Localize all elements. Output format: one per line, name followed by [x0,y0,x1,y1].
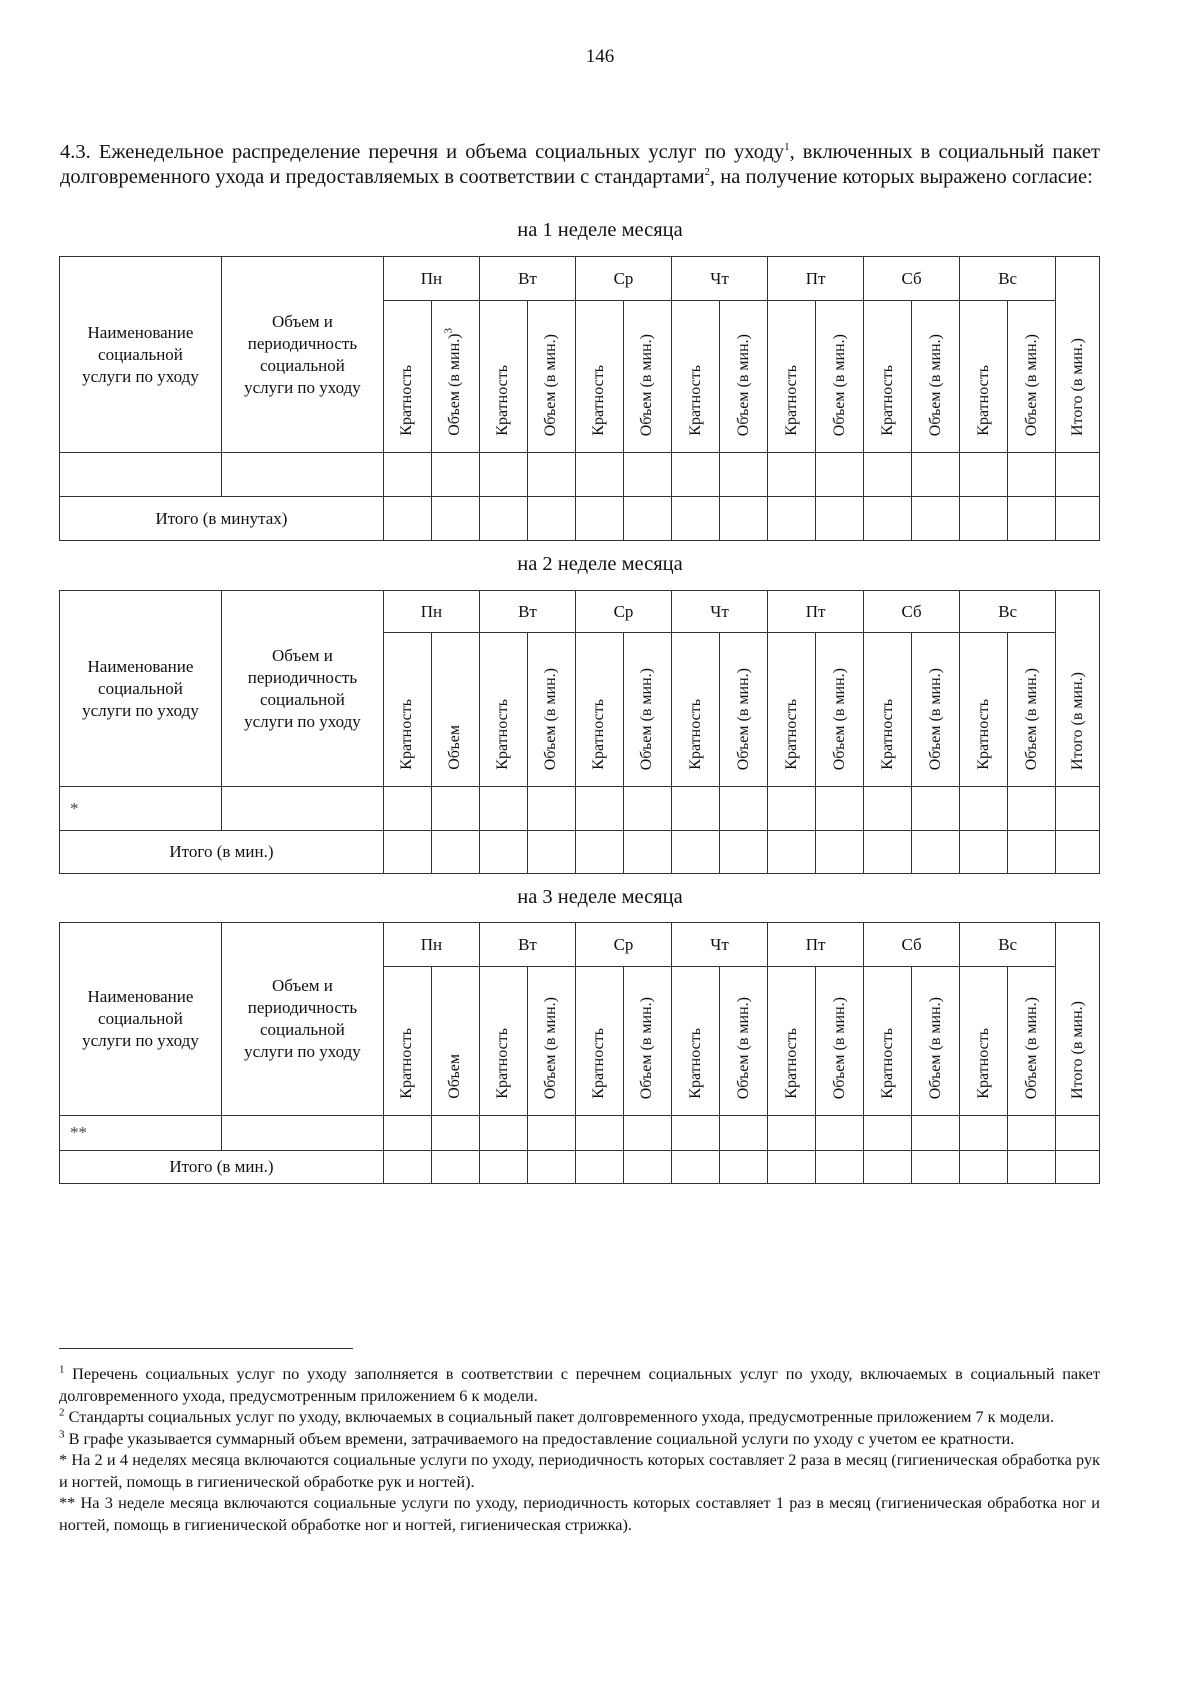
subheader-volume-text: Объем (в мин.) [830,333,848,436]
subheader-frequency [575,967,623,1116]
value-cell[interactable] [816,1116,864,1151]
total-value-cell[interactable] [383,1151,431,1184]
value-cell[interactable] [383,787,431,831]
day-label: Пн [420,601,443,621]
subheader-volume [527,967,575,1116]
value-cell[interactable] [960,453,1008,497]
day-header [575,923,671,967]
day-label: Сб [901,268,922,288]
subheader-volume-label: Объем [446,1054,464,1099]
week-caption: на 2 неделе месяца [517,553,683,575]
value-cell[interactable] [431,1116,479,1151]
value-cell[interactable] [221,453,383,497]
subheader-frequency-text: Кратность [782,699,800,770]
value-cell[interactable] [720,787,768,831]
value-cell[interactable] [816,787,864,831]
total-value-cell[interactable] [1008,831,1056,874]
day-label: Ср [613,601,634,621]
day-header [768,257,864,301]
total-value-cell[interactable] [768,1151,816,1184]
header-total [1056,591,1100,787]
subheader-frequency [768,301,816,453]
value-cell[interactable] [720,453,768,497]
subheader-volume [816,967,864,1116]
subheader-frequency-text: Кратность [494,1028,512,1099]
subheader-volume [720,633,768,787]
total-label-cell [60,831,384,874]
total-value-cell[interactable] [431,831,479,874]
subheader-volume [623,633,671,787]
total-value-cell[interactable] [431,497,479,541]
total-value-cell[interactable] [720,1151,768,1184]
subheader-volume [720,967,768,1116]
header-total-text: Итого (в мин.) [1068,1001,1086,1099]
subheader-frequency [575,301,623,453]
total-value-cell[interactable] [623,831,671,874]
day-label: Вт [518,268,537,288]
subheader-frequency [383,633,431,787]
subheader-volume [912,633,960,787]
subheader-frequency-text: Кратность [974,699,992,770]
value-cell[interactable] [479,787,527,831]
value-cell[interactable] [479,453,527,497]
total-value-cell[interactable] [960,1151,1008,1184]
total-value-cell[interactable] [672,497,720,541]
day-header [575,591,671,633]
value-cell[interactable] [864,1116,912,1151]
total-value-cell[interactable] [479,1151,527,1184]
value-cell[interactable] [623,787,671,831]
total-value-cell[interactable] [720,831,768,874]
value-cell[interactable] [431,787,479,831]
subheader-frequency-text: Кратность [878,365,896,436]
section-intro [60,140,1100,190]
subheader-volume-text: Объем (в мин.) [638,996,656,1099]
value-cell[interactable] [960,1116,1008,1151]
value-cell[interactable] [575,787,623,831]
day-header [479,591,575,633]
subheader-volume-text [445,1054,465,1099]
subheader-frequency-text: Кратность [398,365,416,436]
subheader-volume-label: Объем (в мин.) [446,333,464,436]
value-cell[interactable] [527,453,575,497]
day-label: Ср [613,268,634,288]
value-cell[interactable] [1008,453,1056,497]
subheader-volume-text: Объем (в мин.) [542,667,560,770]
value-cell[interactable] [1056,787,1100,831]
header-row [60,257,1100,301]
value-cell[interactable] [672,1116,720,1151]
value-cell[interactable] [864,453,912,497]
service-name-cell[interactable] [60,453,222,497]
subheader-volume [1008,301,1056,453]
total-value-cell[interactable] [575,831,623,874]
day-header [383,591,479,633]
header-total-text: Итого (в мин.) [1068,672,1086,770]
day-label: Чт [710,934,729,954]
subheader-frequency-text: Кратность [878,699,896,770]
subheader-volume-text: Объем (в мин.) [926,996,944,1099]
subheader-frequency [960,301,1008,453]
subheader-frequency-text: Кратность [878,1028,896,1099]
subheader-volume [527,301,575,453]
day-label: Пн [420,268,443,288]
subheader-frequency-text: Кратность [974,365,992,436]
total-row [60,831,1100,874]
subheader-volume [1008,967,1056,1116]
subheader-volume [912,967,960,1116]
intro-text-3: , на получение которых выражено согласие: [710,166,1093,188]
day-header [479,257,575,301]
footnote-item [59,1428,1100,1450]
total-value-cell[interactable] [912,1151,960,1184]
total-value-cell[interactable] [527,831,575,874]
total-value-cell[interactable] [1008,1151,1056,1184]
subheader-volume-text: Объем (в мин.) [542,996,560,1099]
day-label: Вс [998,268,1018,288]
header-service-name-text: Наименование социальной услуги по уходу [82,656,199,720]
value-cell[interactable] [221,787,383,831]
day-label: Пт [805,601,826,621]
value-cell[interactable] [527,1116,575,1151]
subheader-frequency-text: Кратность [974,1028,992,1099]
day-label: Вт [518,934,537,954]
total-value-cell[interactable] [768,831,816,874]
subheader-frequency-text: Кратность [782,365,800,436]
page-number: 146 [585,46,615,67]
total-value-cell[interactable] [720,497,768,541]
value-cell[interactable] [864,787,912,831]
subheader-frequency [864,967,912,1116]
subheader-frequency [479,301,527,453]
value-cell[interactable] [1008,1116,1056,1151]
value-cell[interactable] [960,787,1008,831]
day-header [960,591,1056,633]
subheader-frequency-text: Кратность [686,1028,704,1099]
subheader-frequency [383,967,431,1116]
total-label: Итого (в минутах) [155,508,288,528]
subheader-frequency [672,967,720,1116]
subheader-volume-text: Объем (в мин.) [1022,996,1040,1099]
value-cell[interactable] [527,787,575,831]
subheader-volume [431,633,479,787]
subheader-frequency-text: Кратность [590,699,608,770]
total-row [60,497,1100,541]
total-value-cell[interactable] [816,831,864,874]
subheader-volume-text: Объем (в мин.) [926,667,944,770]
footnote-text: Стандарты социальных услуг по уходу, включаемых в социальный пакет долговременного ухода, предусмотренные приложением 7 к модели. [64,1407,1055,1426]
value-cell[interactable] [623,453,671,497]
day-label: Сб [901,601,922,621]
subheader-volume-text: Объем (в мин.) [1022,667,1040,770]
footnote-mark: 2 [59,1406,65,1419]
footnote-item [59,1492,1100,1535]
total-value-cell[interactable] [479,831,527,874]
header-service-name [60,257,222,453]
header-row [60,923,1100,967]
header-service-name [60,591,222,787]
total-value-cell[interactable] [623,497,671,541]
subheader-frequency [383,301,431,453]
week-3-table [59,922,1100,1184]
day-header [864,923,960,967]
subheader-volume [623,967,671,1116]
day-header [672,591,768,633]
intro-text-1: 4.3. Еженедельное распределение перечня и объема социальных услуг по уходу [60,141,785,163]
subheader-volume-text: Объем (в мин.) [830,996,848,1099]
day-label: Пт [805,934,826,954]
total-value-cell[interactable] [912,831,960,874]
day-label: Вс [998,601,1018,621]
value-cell[interactable] [816,453,864,497]
service-row [60,787,1100,831]
value-cell[interactable] [383,453,431,497]
value-cell[interactable] [623,1116,671,1151]
week-1-table [59,256,1100,541]
value-cell[interactable] [575,453,623,497]
service-name-cell[interactable] [60,787,222,831]
footnote-text: Перечень социальных услуг по уходу заполняется в соответствии с перечнем социальных услуг по уходу, включаемых в социальный пакет долговременного ухода, предусмотренным приложением 6 к модели. [59,1364,1100,1405]
subheader-volume [431,301,479,453]
subheader-volume [816,633,864,787]
subheader-frequency-text: Кратность [494,699,512,770]
total-value-cell[interactable] [1056,831,1100,874]
subheader-volume-text: Объем (в мин.) [734,996,752,1099]
footnote-ref-1: 1 [784,141,790,154]
subheader-volume-text: Объем (в мин.) [830,667,848,770]
subheader-volume-text: Объем (в мин.) [638,333,656,436]
subheader-frequency [479,967,527,1116]
total-value-cell[interactable] [960,831,1008,874]
total-value-cell[interactable] [575,1151,623,1184]
day-header [479,923,575,967]
subheader-volume-text: Объем (в мин.) [542,333,560,436]
value-cell[interactable] [1056,1116,1100,1151]
total-row [60,1151,1100,1184]
subheader-volume [912,301,960,453]
footnote-mark: 3 [59,1428,65,1441]
total-value-cell[interactable] [1056,497,1100,541]
day-header [864,257,960,301]
header-service-name-text: Наименование социальной услуги по уходу [82,322,199,386]
subheader-volume [816,301,864,453]
day-header [960,923,1056,967]
subheader-frequency [960,633,1008,787]
header-total [1056,923,1100,1116]
day-header [768,591,864,633]
value-cell[interactable] [912,453,960,497]
total-label-cell [60,497,384,541]
value-cell[interactable] [912,1116,960,1151]
value-cell[interactable] [575,1116,623,1151]
subheader-frequency-text: Кратность [590,1028,608,1099]
subheader-frequency [768,967,816,1116]
total-value-cell[interactable] [672,1151,720,1184]
total-label: Итого (в мин.) [169,842,274,861]
total-value-cell[interactable] [816,497,864,541]
subheader-volume [527,633,575,787]
subheader-frequency [672,633,720,787]
day-label: Пт [805,268,826,288]
subheader-volume [431,967,479,1116]
day-header [768,923,864,967]
service-row [60,1116,1100,1151]
header-volume-periodicity [221,257,383,453]
footnote-ref-3: 3 [443,328,456,334]
subheader-frequency [960,967,1008,1116]
header-service-name [60,923,222,1116]
row-footnote-mark: * [70,798,79,818]
day-header [383,923,479,967]
value-cell[interactable] [221,1116,383,1151]
subheader-frequency [479,633,527,787]
subheader-volume-label: Объем [446,725,464,770]
total-value-cell[interactable] [383,831,431,874]
total-value-cell[interactable] [864,497,912,541]
day-label: Вс [998,934,1018,954]
header-total-text: Итого (в мин.) [1068,338,1086,436]
header-volume-periodicity-text: Объем и периодичность социальной услуги по уходу [244,976,361,1061]
week-caption: на 3 неделе месяца [517,886,683,908]
value-cell[interactable] [383,1116,431,1151]
total-value-cell[interactable] [527,497,575,541]
footnote-text: * На 2 и 4 неделях месяца включаются социальные услуги по уходу, периодичность которых составляет 2 раза в месяц (гигиеническая обработка рук и ногтей, помощь в гигиенической обработке рук и ногтей). [59,1450,1100,1491]
value-cell[interactable] [768,453,816,497]
subheader-volume-text: Объем (в мин.) [734,333,752,436]
day-label: Вт [518,601,537,621]
footnote-mark: 1 [59,1363,65,1376]
subheader-volume [720,301,768,453]
footnote-ref-2: 2 [704,166,711,179]
intro-text-2: , включенных в социальный пакет долговременного ухода и предоставляемых в соответствии с стандартами [60,141,1100,188]
day-header [864,591,960,633]
footnote-item [59,1363,1100,1406]
total-value-cell[interactable] [912,497,960,541]
total-value-cell[interactable] [575,497,623,541]
header-service-name-text: Наименование социальной услуги по уходу [82,987,199,1050]
subheader-volume-text: Объем (в мин.) [926,333,944,436]
day-header [672,257,768,301]
footnote-item [59,1449,1100,1492]
subheader-frequency [864,301,912,453]
total-value-cell[interactable] [431,1151,479,1184]
subheader-frequency-text: Кратность [590,365,608,436]
footnote-text: ** На 3 неделе месяца включаются социальные услуги по уходу, периодичность которых составляет 1 раз в месяц (гигиеническая обработка ног и ногтей, помощь в гигиенической обработке ног и ногтей, гигиеническая стрижка). [59,1493,1100,1534]
service-row [60,453,1100,497]
header-volume-periodicity-text: Объем и периодичность социальной услуги по уходу [244,311,361,397]
value-cell[interactable] [479,1116,527,1151]
subheader-frequency [672,301,720,453]
total-value-cell[interactable] [864,1151,912,1184]
total-value-cell[interactable] [672,831,720,874]
subheader-volume [623,301,671,453]
subheader-frequency-text: Кратность [398,699,416,770]
day-header [960,257,1056,301]
day-label: Ср [613,934,634,954]
day-label: Сб [901,934,922,954]
value-cell[interactable] [431,453,479,497]
week-caption: на 1 неделе месяца [517,219,683,241]
subheader-frequency-text: Кратность [398,1028,416,1099]
day-header [575,257,671,301]
subheader-frequency-text: Кратность [686,365,704,436]
subheader-frequency-text: Кратность [782,1028,800,1099]
value-cell[interactable] [720,1116,768,1151]
subheader-volume-text [445,328,465,436]
day-label: Чт [710,601,729,621]
day-header [672,923,768,967]
subheader-volume-text: Объем (в мин.) [1022,333,1040,436]
total-value-cell[interactable] [623,1151,671,1184]
value-cell[interactable] [672,453,720,497]
day-header [383,257,479,301]
subheader-frequency-text: Кратность [686,699,704,770]
day-label: Пн [420,934,443,954]
subheader-frequency [768,633,816,787]
subheader-volume-text: Объем (в мин.) [638,667,656,770]
header-total [1056,257,1100,453]
value-cell[interactable] [768,787,816,831]
total-value-cell[interactable] [1056,1151,1100,1184]
week-2-table [59,590,1100,874]
total-value-cell[interactable] [479,497,527,541]
value-cell[interactable] [768,1116,816,1151]
day-label: Чт [710,268,729,288]
header-row [60,591,1100,633]
service-name-cell[interactable] [60,1116,222,1151]
total-value-cell[interactable] [1008,497,1056,541]
subheader-frequency [864,633,912,787]
subheader-volume-text [445,725,465,770]
header-volume-periodicity [221,591,383,787]
subheader-frequency-text: Кратность [494,365,512,436]
row-footnote-mark: ** [70,1123,87,1142]
header-volume-periodicity [221,923,383,1116]
value-cell[interactable] [912,787,960,831]
footnotes [59,1363,1100,1535]
total-value-cell[interactable] [527,1151,575,1184]
total-value-cell[interactable] [816,1151,864,1184]
subheader-volume-text: Объем (в мин.) [734,667,752,770]
value-cell[interactable] [672,787,720,831]
total-label: Итого (в мин.) [169,1157,274,1176]
footnote-item [59,1406,1100,1428]
footnote-divider [59,1348,353,1349]
subheader-volume [1008,633,1056,787]
subheader-frequency [575,633,623,787]
value-cell[interactable] [1008,787,1056,831]
total-value-cell[interactable] [768,497,816,541]
total-value-cell[interactable] [383,497,431,541]
total-value-cell[interactable] [960,497,1008,541]
total-value-cell[interactable] [864,831,912,874]
total-label-cell [60,1151,384,1184]
header-volume-periodicity-text: Объем и периодичность социальной услуги по уходу [244,645,361,731]
footnote-text: В графе указывается суммарный объем времени, затрачиваемого на предоставление социальной услуги по уходу с учетом ее кратности. [64,1428,1015,1448]
value-cell[interactable] [1056,453,1100,497]
